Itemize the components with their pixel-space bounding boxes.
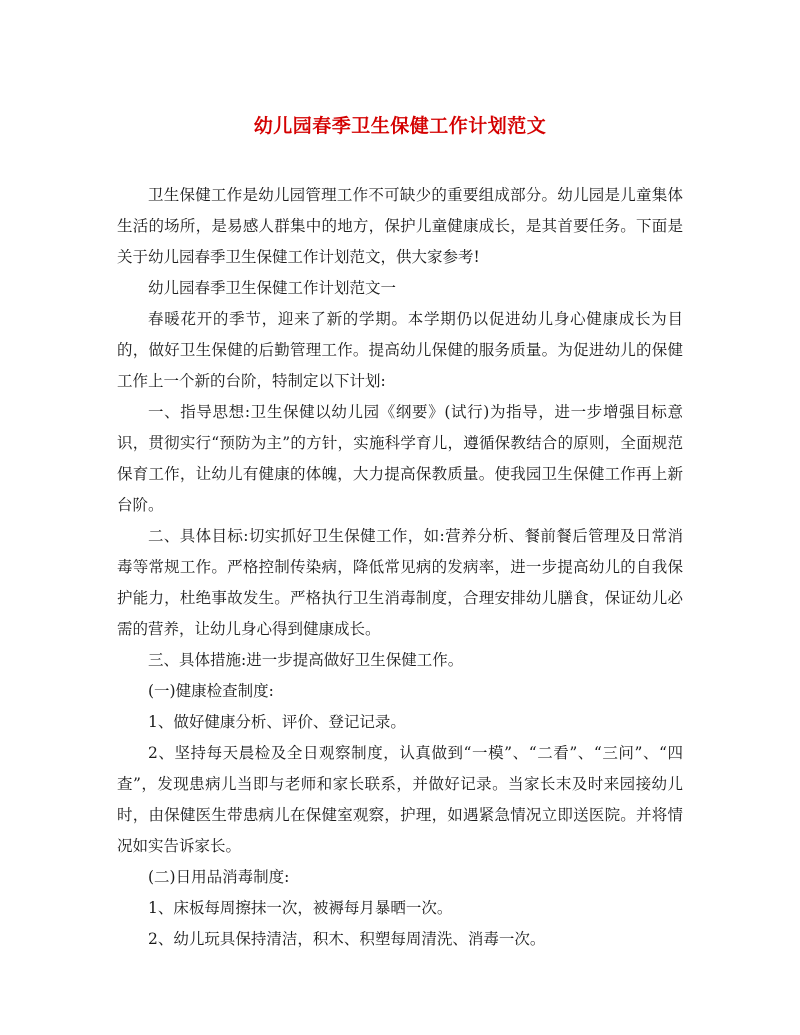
paragraph-intro: 卫生保健工作是幼儿园管理工作不可缺少的重要组成部分。幼儿园是儿童集体生活的场所，是易感人群集中的地方，保护儿童健康成长，是其首要任务。下面是关于幼儿园春季卫生保健工作计划范文，供大家参考! xyxy=(117,186,683,266)
paragraph-health-check-heading: (一)健康检查制度: xyxy=(148,682,274,700)
paragraph-specific-goals: 二、具体目标:切实抓好卫生保健工作，如:营养分析、餐前餐后管理及日常消毒等常规工作。严格控制传染病，降低常见病的发病率，进一步提高幼儿的自我保护能力，杜绝事故发生。严格执行卫生消毒制度，合理安排幼儿膳食，保证幼儿必需的营养，让幼儿身心得到健康成长。 xyxy=(117,527,683,638)
paragraph-guiding-ideology: 一、指导思想:卫生保健以幼儿园《纲要》(试行)为指导，进一步增强目标意识，贯彻实行“预防为主”的方针，实施科学育儿，遵循保教结合的原则，全面规范保育工作，让幼儿有健康的体魄，大力提高保教质量。使我园卫生保健工作再上新台阶。 xyxy=(117,403,683,514)
paragraph-disinfection-1: 1、床板每周擦抹一次，被褥每月暴晒一次。 xyxy=(148,899,453,917)
paragraph-disinfection-heading: (二)日用品消毒制度: xyxy=(148,868,290,886)
paragraph-subtitle: 幼儿园春季卫生保健工作计划范文一 xyxy=(148,279,397,297)
paragraph-health-check-1: 1、做好健康分析、评价、登记记录。 xyxy=(148,713,406,731)
paragraph-specific-measures: 三、具体措施:进一步提高做好卫生保健工作。 xyxy=(148,651,464,669)
paragraph-disinfection-2: 2、幼儿玩具保持清洁，积木、积塑每周清洗、消毒一次。 xyxy=(148,930,546,948)
document-body xyxy=(117,180,683,955)
paragraph-health-check-2: 2、坚持每天晨检及全日观察制度，认真做到“一模”、“二看”、“三问”、“四查”，发现患病儿当即与老师和家长联系，并做好记录。当家长末及时来园接幼儿时，由保健医生带患病儿在保健室观察，护理，如遇紧急情况立即送医院。并将情况如实告诉家长。 xyxy=(117,744,683,855)
document-title: 幼儿园春季卫生保健工作计划范文 xyxy=(253,115,547,137)
paragraph-opening: 春暖花开的季节，迎来了新的学期。本学期仍以促进幼儿身心健康成长为目的，做好卫生保健的后勤管理工作。提高幼儿保健的服务质量。为促进幼儿的保健工作上一个新的台阶，特制定以下计划: xyxy=(117,310,683,390)
